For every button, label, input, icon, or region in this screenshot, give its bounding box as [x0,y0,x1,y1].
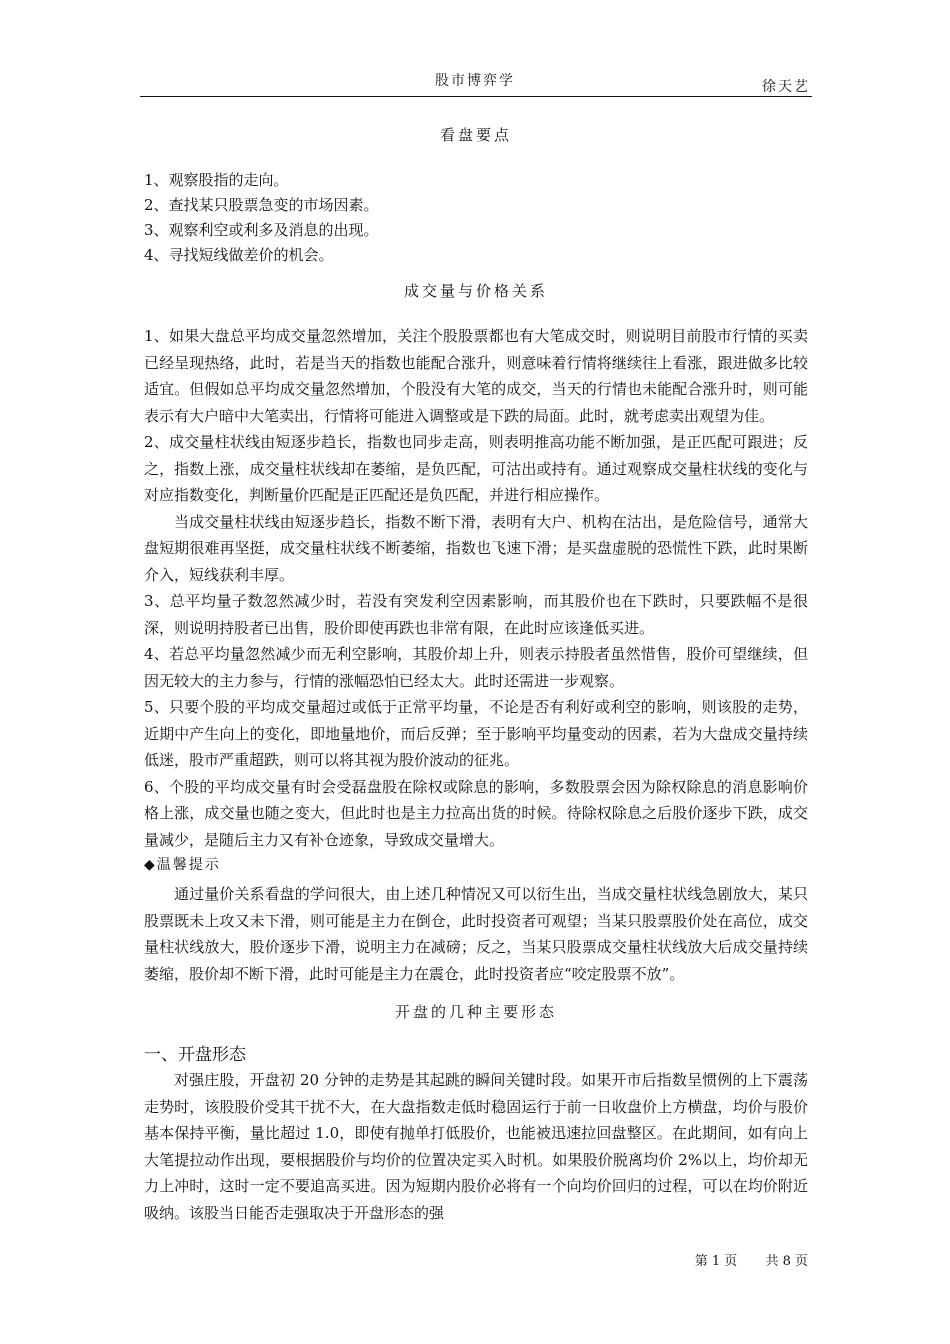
paragraph: 2、成交量柱状线由短逐步趋长，指数也同步走高，则表明推高功能不断加强，是正匹配可跟进；反之，指数上涨，成交量柱状线却在萎缩，是负匹配，可沽出或持有。通过观察成交量柱状线的变化与对应指数变化，判断量价匹配是正匹配还是负匹配，并进行相应操作。 [144,433,808,504]
list-item: 4、寻找短线做差价的机会。 [144,246,334,264]
section-title-1: 看盘要点 [439,126,512,144]
list-item: 3、观察利空或利多及消息的出现。 [144,221,379,239]
header-title: 股市博弈学 [435,73,515,89]
paragraph: 当成交量柱状线由短逐步趋长，指数不断下滑，表明有大户、机构在沽出，是危险信号，通常大盘短期很难再坚挺，成交量柱状线不断萎缩，指数也飞速下滑；是买盘虚脱的恐慌性下跌，此时果断介入，短线获利丰厚。 [144,512,808,584]
body-content [144,122,808,1226]
header-author: 徐天艺 [762,79,810,95]
paragraph: 对强庄股，开盘初 20 分钟的走势是其起跳的瞬间关键时段。如果开市后指数呈惯例的上下震荡走势时，该股股价受其干扰不大，在大盘指数走低时稳固运行于前一日收盘价上方横盘，均价与股价基本保持平衡，量比超过 1.0，即使有抛单打低股价，也能被迅速拉回盘整区。在此期间，如有向上大笔提拉动作出现，要根据股价与均价的位置决定买入时机。如果股价脱离均价 2%以上，均价却无力上冲时，这时一定不要追高买进。因为短期内股价必将有一个向均价回归的过程，可以在均价附近吸纳。该股当日能否走强取决于开盘形态的强 [144,1071,808,1222]
paragraph: 5、只要个股的平均成交量超过或低于正常平均量，不论是否有利好或利空的影响，则该股的走势，近期中产生向上的变化，即地量地价，而后反弹；至于影响平均量变动的因素，若为大盘成交量持续低迷，股市严重超跌，则可以将其视为股价波动的征兆。 [144,698,808,769]
page-number: 第 1 页 [694,1254,738,1269]
paragraph: 4、若总平均量忽然减少而无利空影响，其股价却上升，则表示持股者虽然惜售，股价可望继续，但因无较大的主力参与，行情的涨幅恐怕已经太大。此时还需进一步观察。 [144,645,808,690]
section-title-2: 成交量与价格关系 [403,282,548,300]
tip-heading: ◆温馨提示 [144,857,221,873]
paragraph: 1、如果大盘总平均成交量忽然增加，关注个股股票都也有大笔成交时，则说明目前股市行情的买卖已经呈现热络，此时，若是当天的指数也能配合涨升，则意味着行情将继续往上看涨，跟进做多比较适宜。但假如总平均成交量忽然增加，个股没有大笔的成交，当天的行情也未能配合涨升时，则可能表示有大户暗中大笔卖出，行情将可能进入调整或是下跌的局面。此时，就考虑卖出观望为佳。 [144,327,808,425]
volume-price-section [144,323,808,853]
header-rule [140,96,812,97]
points-list [144,168,808,268]
list-item: 2、查找某只股票急变的市场因素。 [144,196,379,214]
tip-paragraph: 通过量价关系看盘的学问很大，由上述几种情况又可以衍生出，当成交量柱状线急剧放大，某只股票既未上攻又未下滑，则可能是主力在倒仓，此时投资者可观望；当某只股票股价处在高位，成交量柱状线放大，股价逐步下滑，说明主力在减磅；反之，当某只股票成交量柱状线放大后成交量持续萎缩，股价却不断下滑，此时可能是主力在震仓，此时投资者应“咬定股票不放”。 [144,885,808,983]
page-footer [671,1250,808,1269]
paragraph: 3、总平均量子数忽然减少时，若没有突发利空因素影响，而其股价也在下跌时，只要跌幅不是很深，则说明持股者已出售，股价即使再跌也非常有限，在此时应该逢低买进。 [144,592,808,637]
list-item: 1、观察股指的走向。 [144,171,289,189]
page-total: 共 8 页 [765,1254,808,1269]
section-title-3: 开盘的几种主要形态 [394,1003,557,1021]
paragraph: 6、个股的平均成交量有时会受磊盘股在除权或除息的影响，多数股票会因为除权除息的消息影响价格上涨，成交量也随之变大，但此时也是主力拉高出货的时候。待除权除息之后股价逐步下跌，成交量减少，是随后主力又有补仓迹象，导致成交量增大。 [144,777,808,849]
subheading: 一、开盘形态 [144,1045,246,1065]
